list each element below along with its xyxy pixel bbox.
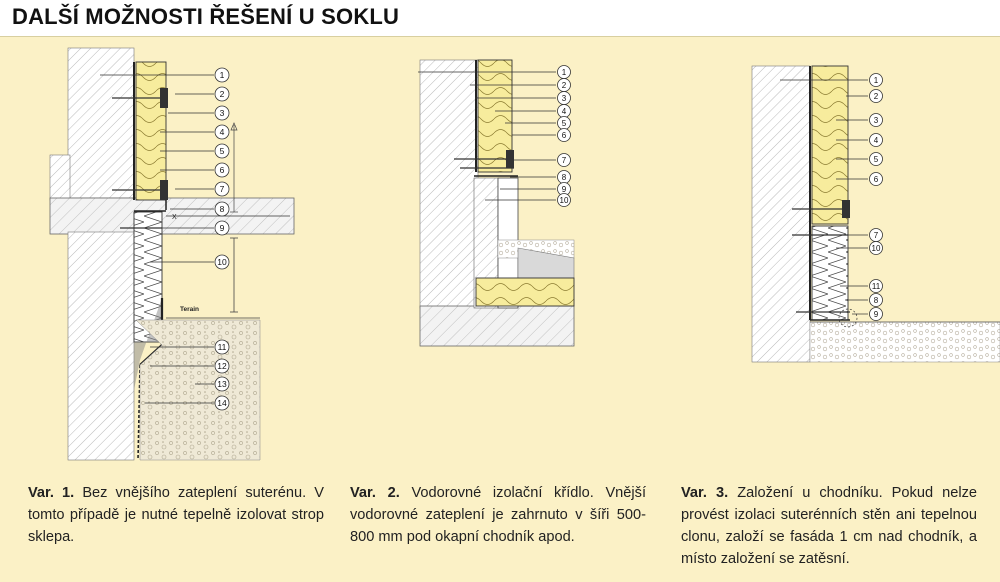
var3-label-2: 2 xyxy=(873,92,879,101)
var3-label-11: 11 xyxy=(871,282,881,291)
var2-label-6: 6 xyxy=(561,131,567,140)
var1-label-4: 4 xyxy=(219,127,225,137)
var1-label-5: 5 xyxy=(219,146,225,156)
var2-label-10: 10 xyxy=(559,196,569,205)
var3-label-3: 3 xyxy=(873,116,879,125)
var3-label-6: 6 xyxy=(873,175,879,184)
var3-label-7: 7 xyxy=(873,231,879,240)
var2-label-2: 2 xyxy=(561,81,567,90)
var1-label-8: 8 xyxy=(219,204,225,214)
var3-label-4: 4 xyxy=(873,136,879,145)
var1-label-12: 12 xyxy=(217,361,227,371)
caption-var2-prefix: Var. 2. xyxy=(350,485,400,501)
var1-label-14: 14 xyxy=(217,398,227,408)
caption-var3-text: Založení u chodníku. Pokud nelze provést izolaci suterénních stěn ani tepelnou clonu, založí se fasáda 1 cm nad chodník, a místo založení se zatěsní. xyxy=(681,485,977,567)
var3-label-5: 5 xyxy=(873,155,879,164)
var2-label-8: 8 xyxy=(561,173,567,182)
var2-label-4: 4 xyxy=(561,107,567,116)
var3-label-8: 8 xyxy=(873,296,879,305)
diagram-var3 xyxy=(752,66,1000,362)
var3-label-1: 1 xyxy=(873,76,879,85)
var3-label-9: 9 xyxy=(873,310,879,319)
var1-label-10: 10 xyxy=(217,257,227,267)
var2-label-9: 9 xyxy=(561,185,567,194)
var2-label-3: 3 xyxy=(561,94,567,103)
var1-label-2: 2 xyxy=(219,89,225,99)
var1-label-1: 1 xyxy=(219,70,225,80)
terrain-label: Terain xyxy=(180,306,200,313)
caption-var2 xyxy=(350,482,646,548)
var1-label-9: 9 xyxy=(219,223,225,233)
dim-x-label: X xyxy=(172,214,177,221)
var3-label-10: 10 xyxy=(871,244,881,253)
caption-var1-prefix: Var. 1. xyxy=(28,485,75,501)
diagram-var2 xyxy=(418,60,574,346)
var2-callouts xyxy=(558,66,571,207)
var1-label-6: 6 xyxy=(219,165,225,175)
var2-label-5: 5 xyxy=(561,119,567,128)
caption-var3 xyxy=(681,482,977,570)
caption-var1-text: Bez vnějšího zateplení suterénu. V tomto případě je nutné tepelně izolovat strop sklepa. xyxy=(28,485,324,545)
caption-var1 xyxy=(28,482,324,548)
var1-label-3: 3 xyxy=(219,108,225,118)
page-header xyxy=(0,0,1000,37)
var1-label-11: 11 xyxy=(217,342,227,352)
page-title: DALŠÍ MOŽNOSTI ŘEŠENÍ U SOKLU xyxy=(12,4,400,29)
caption-var3-prefix: Var. 3. xyxy=(681,485,729,501)
var2-label-7: 7 xyxy=(561,156,567,165)
var1-label-7: 7 xyxy=(219,184,225,194)
var2-label-1: 1 xyxy=(561,68,567,77)
caption-var2-text: Vodorovné izolační křídlo. Vnější vodorovné zateplení je zahrnuto v šíři 500-800 mm pod okapní chodník apod. xyxy=(350,485,646,545)
var3-callouts xyxy=(870,74,883,321)
diagram-var1 xyxy=(50,48,294,460)
var1-label-13: 13 xyxy=(217,379,227,389)
diagrams-canvas xyxy=(0,36,1000,476)
